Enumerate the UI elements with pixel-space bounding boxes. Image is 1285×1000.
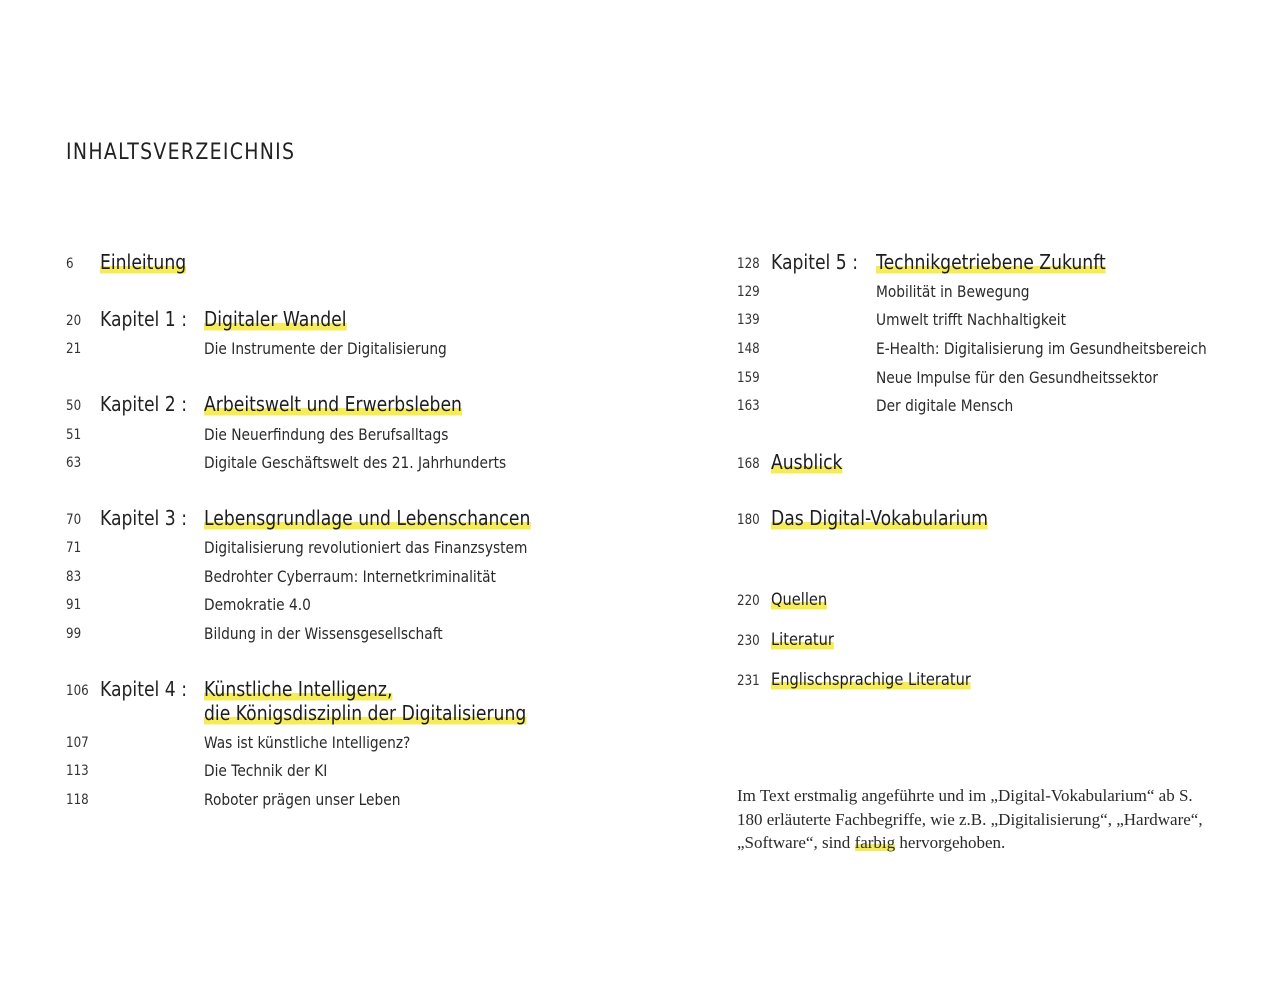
page-number: 220 <box>737 593 760 609</box>
subentry-title: Die Technik der KI <box>204 761 328 780</box>
chapter-label: Kapitel 2 : <box>100 392 187 416</box>
chapter-title: Arbeitswelt und Erwerbsleben <box>204 392 462 416</box>
page-number: 6 <box>66 256 74 272</box>
page-number: 129 <box>737 284 760 300</box>
page-number: 91 <box>66 597 82 613</box>
page-number: 148 <box>737 341 760 357</box>
subentry-title: Digitale Geschäftswelt des 21. Jahrhunderts <box>204 453 507 472</box>
entry-title: Das Digital-Vokabularium <box>771 506 989 530</box>
subentry-title: Umwelt trifft Nachhaltigkeit <box>876 310 1067 329</box>
subentry-title: Bedrohter Cyberraum: Internetkriminalität <box>204 567 496 586</box>
page-number: 63 <box>66 455 82 471</box>
entry-title: Literatur <box>771 630 834 650</box>
page-number: 118 <box>66 792 89 808</box>
page-number: 83 <box>66 569 82 585</box>
chapter-title-line-2: die Königsdisziplin der Digitalisierung <box>204 701 527 725</box>
note-highlight-example: farbig <box>854 833 896 852</box>
note-text: Im Text erstmalig angeführte und im „Digital-Vokabularium“ ab S. 180 erläuterte Fachbegriffe, wie z.B. „Digitalisierung“, „Hardware“, „Software“, sind <box>737 786 1203 852</box>
page-number: 231 <box>737 673 760 689</box>
subentry-title: Bildung in der Wissensgesellschaft <box>204 624 443 643</box>
subentry-title: Roboter prägen unser Leben <box>204 790 401 809</box>
chapter-label: Kapitel 1 : <box>100 307 187 331</box>
subentry-title: Digitalisierung revolutioniert das Finanzsystem <box>204 538 528 557</box>
page-number: 50 <box>66 398 82 414</box>
chapter-label: Kapitel 5 : <box>771 250 858 274</box>
page-number: 180 <box>737 512 760 528</box>
page-number: 70 <box>66 512 82 528</box>
page-number: 71 <box>66 540 82 556</box>
subentry-title: Der digitale Mensch <box>876 396 1014 415</box>
page-number: 99 <box>66 626 82 642</box>
page-number: 20 <box>66 313 82 329</box>
chapter-title: Digitaler Wandel <box>204 307 347 331</box>
page-number: 163 <box>737 398 760 414</box>
page-number: 139 <box>737 312 760 328</box>
highlight-explanation-note <box>737 784 1217 855</box>
page-title: INHALTSVERZEICHNIS <box>66 140 296 165</box>
page-number: 168 <box>737 456 760 472</box>
entry-title: Quellen <box>771 590 828 610</box>
entry-title: Einleitung <box>100 250 187 274</box>
entry-title: Englischsprachige Literatur <box>771 670 971 690</box>
subentry-title: Demokratie 4.0 <box>204 595 311 614</box>
entry-title: Ausblick <box>771 450 843 474</box>
chapter-title: Lebensgrundlage und Lebenschancen <box>204 506 531 530</box>
subentry-title: Die Neuerfindung des Berufsalltags <box>204 425 449 444</box>
subentry-title: Mobilität in Bewegung <box>876 282 1030 301</box>
chapter-title-line-1: Künstliche Intelligenz, <box>204 677 393 701</box>
subentry-title: Die Instrumente der Digitalisierung <box>204 339 447 358</box>
page-number: 128 <box>737 256 760 272</box>
chapter-label: Kapitel 4 : <box>100 677 187 701</box>
page-number: 106 <box>66 683 89 699</box>
chapter-label: Kapitel 3 : <box>100 506 187 530</box>
page-number: 159 <box>737 370 760 386</box>
subentry-title: E-Health: Digitalisierung im Gesundheitsbereich <box>876 339 1207 358</box>
page-number: 51 <box>66 427 82 443</box>
subentry-title: Was ist künstliche Intelligenz? <box>204 733 411 752</box>
chapter-title: Technikgetriebene Zukunft <box>876 250 1106 274</box>
page-number: 107 <box>66 735 89 751</box>
page-number: 113 <box>66 763 89 779</box>
page-number: 230 <box>737 633 760 649</box>
subentry-title: Neue Impulse für den Gesundheitssektor <box>876 368 1159 387</box>
page-number: 21 <box>66 341 82 357</box>
note-text-end: hervorgehoben. <box>895 833 1006 852</box>
